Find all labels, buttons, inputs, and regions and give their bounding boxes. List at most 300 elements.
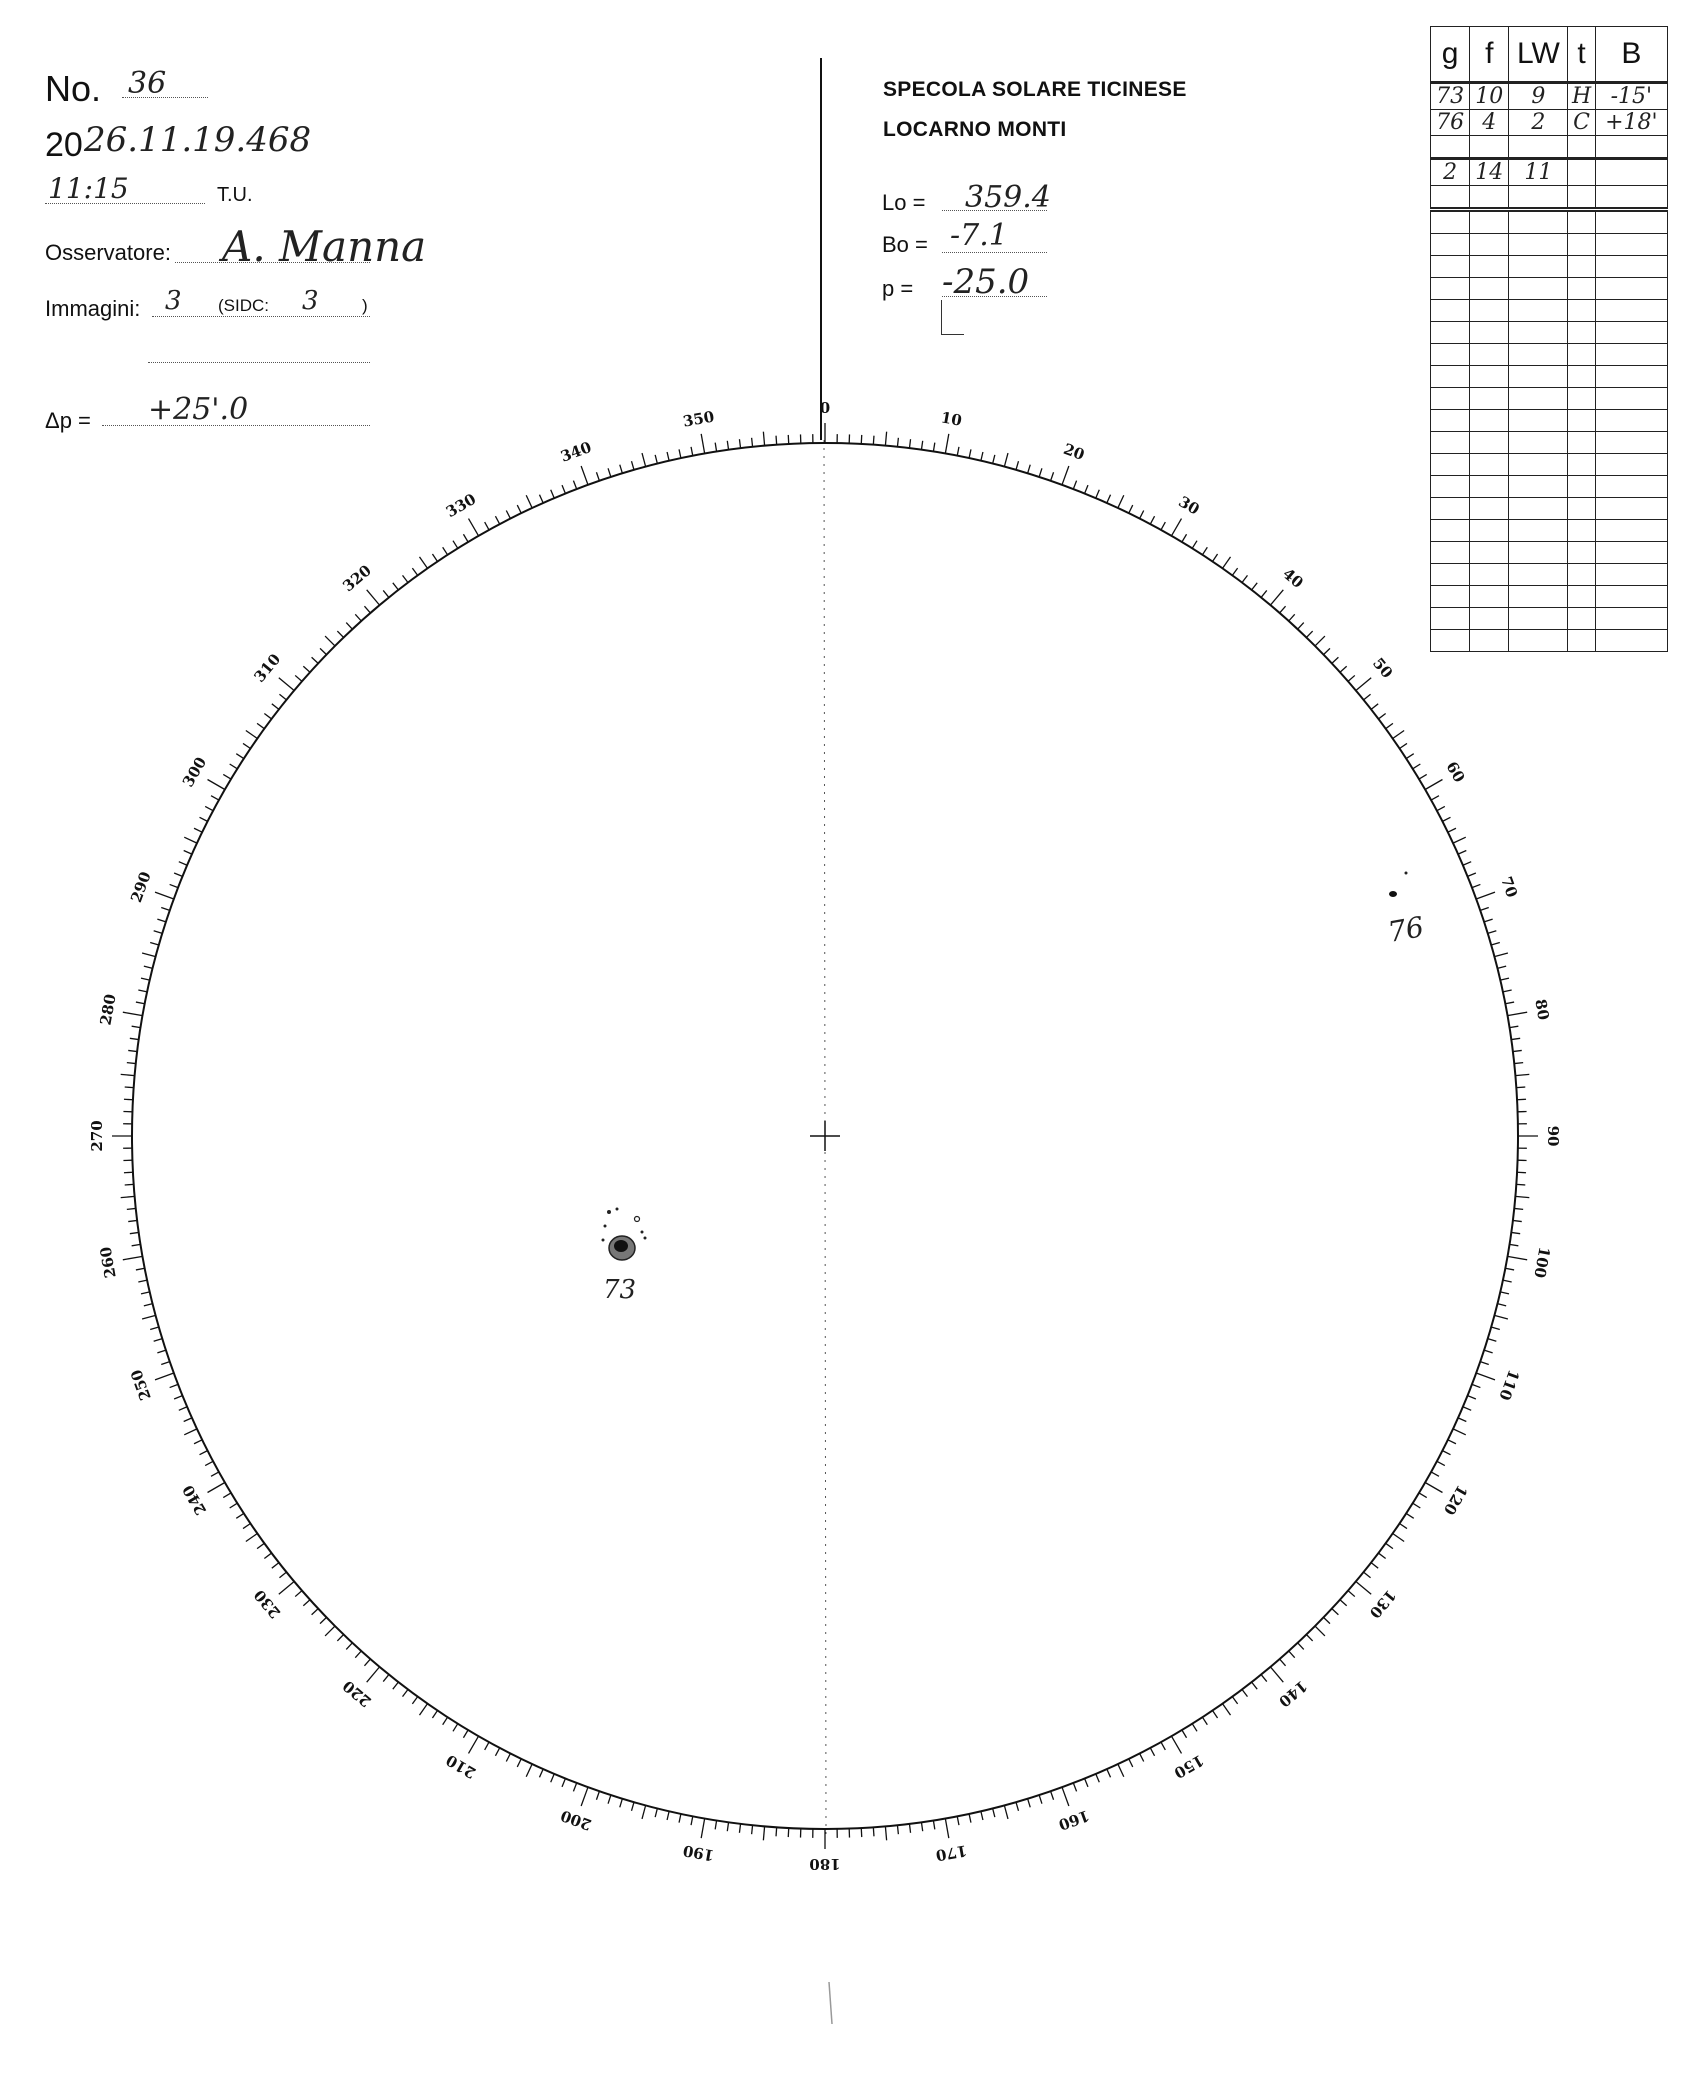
degree-tick bbox=[1073, 1783, 1076, 1791]
degree-tick bbox=[1437, 1461, 1445, 1465]
table-cell[interactable]: H bbox=[1568, 83, 1595, 110]
degree-tick-label: 330 bbox=[442, 489, 480, 522]
degree-tick bbox=[138, 990, 147, 992]
degree-tick bbox=[179, 862, 187, 866]
degree-tick bbox=[526, 1764, 532, 1777]
degree-tick bbox=[1298, 1643, 1304, 1650]
degree-tick bbox=[257, 723, 264, 728]
degree-tick bbox=[136, 1268, 145, 1270]
degree-tick bbox=[1500, 978, 1509, 980]
degree-tick bbox=[1261, 1675, 1267, 1682]
total-lw[interactable]: 11 bbox=[1509, 159, 1568, 186]
degree-tick bbox=[1140, 1753, 1144, 1761]
degree-tick bbox=[272, 1563, 279, 1569]
degree-tick bbox=[655, 455, 657, 464]
degree-tick bbox=[1378, 714, 1385, 719]
degree-tick bbox=[325, 636, 335, 646]
degree-tick bbox=[123, 1012, 143, 1015]
degree-tick bbox=[1503, 990, 1512, 992]
degree-tick bbox=[1161, 522, 1165, 530]
degree-tick bbox=[303, 1600, 310, 1606]
degree-tick bbox=[596, 472, 599, 481]
degree-tick-label: 210 bbox=[442, 1750, 480, 1783]
delta-p-value[interactable]: +25'.0 bbox=[148, 392, 249, 427]
degree-tick bbox=[155, 1373, 174, 1380]
degree-tick bbox=[1085, 1779, 1088, 1787]
degree-tick bbox=[608, 468, 611, 477]
degree-tick bbox=[205, 806, 213, 810]
degree-tick bbox=[337, 631, 343, 637]
degree-tick bbox=[161, 907, 170, 910]
group-label-73: 73 bbox=[603, 1275, 637, 1305]
degree-tick bbox=[495, 516, 499, 524]
degree-tick bbox=[981, 452, 983, 461]
degree-tick bbox=[969, 449, 971, 458]
degree-tick bbox=[701, 434, 704, 454]
degree-tick bbox=[667, 452, 669, 461]
table-cell[interactable]: -15' bbox=[1595, 83, 1667, 110]
time-unit: T.U. bbox=[217, 184, 253, 206]
degree-tick bbox=[1051, 1791, 1054, 1800]
degree-tick bbox=[1150, 1748, 1154, 1756]
degree-tick bbox=[1242, 575, 1247, 582]
degree-tick bbox=[715, 443, 716, 452]
degree-tick bbox=[506, 511, 510, 519]
degree-tick bbox=[125, 1087, 134, 1088]
degree-tick bbox=[1324, 1617, 1330, 1623]
degree-tick bbox=[1364, 1572, 1371, 1578]
degree-tick bbox=[1497, 966, 1506, 968]
degree-tick bbox=[346, 623, 352, 630]
degree-tick bbox=[412, 568, 417, 575]
sunspot-small bbox=[602, 1239, 605, 1242]
sunspot-small bbox=[607, 1210, 611, 1214]
degree-tick bbox=[539, 1769, 543, 1777]
degree-tick-label: 190 bbox=[681, 1841, 716, 1865]
degree-tick bbox=[200, 1451, 208, 1455]
degree-tick bbox=[355, 614, 361, 621]
degree-tick-label: 180 bbox=[809, 1855, 841, 1873]
degree-tick bbox=[208, 1483, 225, 1493]
degree-tick bbox=[463, 534, 468, 542]
degree-tick bbox=[1458, 1418, 1466, 1422]
degree-tick bbox=[1505, 1268, 1514, 1270]
degree-tick bbox=[1161, 1742, 1165, 1750]
degree-tick bbox=[141, 978, 150, 980]
degree-tick bbox=[933, 443, 934, 452]
bo-value[interactable]: -7.1 bbox=[950, 218, 1008, 253]
delta-p-label: Δp = bbox=[45, 408, 91, 433]
degree-tick bbox=[1213, 1711, 1218, 1718]
degree-tick bbox=[1332, 657, 1339, 663]
degree-tick bbox=[1386, 1543, 1393, 1548]
degree-tick bbox=[128, 1050, 137, 1051]
degree-tick-label: 290 bbox=[127, 869, 155, 905]
degree-tick bbox=[1348, 675, 1355, 681]
degree-tick bbox=[1062, 1787, 1069, 1806]
degree-tick bbox=[1140, 511, 1144, 519]
degree-tick bbox=[1425, 1483, 1442, 1493]
degree-tick-label: 70 bbox=[1497, 874, 1522, 900]
degree-tick bbox=[194, 1440, 202, 1444]
degree-tick bbox=[127, 1208, 136, 1209]
degree-tick bbox=[325, 1626, 335, 1636]
degree-tick bbox=[945, 1818, 948, 1838]
degree-tick bbox=[364, 606, 370, 613]
degree-tick bbox=[763, 1826, 764, 1840]
degree-tick bbox=[1406, 754, 1414, 759]
degree-tick-label: 140 bbox=[1275, 1676, 1311, 1711]
degree-tick bbox=[1039, 468, 1042, 477]
degree-tick bbox=[123, 1256, 143, 1259]
degree-tick bbox=[1016, 1802, 1018, 1811]
degree-tick bbox=[1480, 1362, 1489, 1365]
degree-tick-label: 170 bbox=[934, 1841, 969, 1865]
sidc-value[interactable]: 3 bbox=[302, 286, 319, 316]
degree-tick bbox=[403, 1689, 408, 1696]
degree-tick bbox=[776, 436, 777, 445]
degree-tick bbox=[127, 1063, 136, 1064]
degree-tick bbox=[573, 1783, 576, 1791]
degree-tick bbox=[355, 1651, 361, 1658]
degree-tick bbox=[691, 447, 693, 456]
degree-tick bbox=[1442, 1451, 1450, 1455]
degree-tick bbox=[184, 837, 197, 843]
degree-tick bbox=[691, 1816, 693, 1825]
degree-tick bbox=[1085, 485, 1088, 493]
degree-tick bbox=[620, 1799, 623, 1808]
degree-tick bbox=[443, 547, 448, 555]
degree-tick bbox=[727, 441, 728, 450]
degree-tick bbox=[130, 1232, 139, 1233]
degree-tick bbox=[642, 1805, 646, 1819]
degree-tick bbox=[1511, 1232, 1520, 1233]
table-cell[interactable]: 9 bbox=[1509, 83, 1568, 110]
degree-tick bbox=[154, 931, 163, 934]
time-value[interactable]: 11:15 bbox=[48, 172, 129, 205]
degree-tick bbox=[945, 434, 948, 454]
degree-tick bbox=[150, 1327, 159, 1329]
degree-tick bbox=[1232, 1697, 1237, 1704]
degree-tick bbox=[174, 873, 182, 876]
degree-tick bbox=[393, 583, 399, 590]
degree-tick-label: 100 bbox=[1530, 1245, 1554, 1280]
degree-tick bbox=[432, 554, 437, 561]
degree-tick bbox=[1289, 614, 1295, 621]
degree-tick bbox=[303, 666, 310, 672]
degree-tick bbox=[701, 1818, 704, 1838]
degree-tick bbox=[184, 1418, 192, 1422]
table-cell[interactable]: 76 bbox=[1431, 110, 1470, 136]
degree-tick bbox=[1453, 837, 1466, 843]
degree-tick bbox=[921, 1822, 922, 1831]
degree-tick bbox=[1004, 1805, 1008, 1819]
degree-tick bbox=[517, 1759, 521, 1767]
degree-tick bbox=[909, 439, 910, 448]
degree-tick bbox=[1356, 1581, 1371, 1594]
degree-tick bbox=[412, 1697, 417, 1704]
degree-tick bbox=[1096, 1774, 1100, 1782]
degree-tick bbox=[1468, 873, 1476, 876]
degree-tick bbox=[957, 447, 959, 456]
degree-tick bbox=[1503, 1280, 1512, 1282]
degree-tick bbox=[246, 730, 257, 738]
degree-tick bbox=[763, 432, 764, 446]
degree-tick bbox=[1463, 862, 1471, 866]
degree-tick bbox=[279, 694, 286, 700]
degree-tick bbox=[142, 953, 156, 957]
degree-tick bbox=[1476, 892, 1495, 899]
degree-tick bbox=[1192, 1724, 1197, 1732]
degree-tick bbox=[1472, 884, 1480, 887]
degree-tick-label: 60 bbox=[1442, 758, 1469, 786]
degree-tick bbox=[128, 1220, 137, 1221]
degree-tick bbox=[469, 1736, 479, 1753]
degree-tick bbox=[1406, 1513, 1414, 1518]
degree-tick bbox=[223, 774, 231, 779]
total-spots[interactable]: 14 bbox=[1470, 159, 1509, 186]
degree-tick bbox=[419, 557, 427, 568]
sunspot-small bbox=[604, 1225, 607, 1228]
degree-tick bbox=[279, 678, 294, 691]
degree-tick bbox=[223, 1493, 231, 1498]
degree-tick bbox=[279, 1581, 294, 1594]
degree-tick bbox=[1425, 780, 1442, 790]
degree-tick bbox=[141, 1292, 150, 1294]
degree-tick bbox=[562, 1779, 565, 1787]
col-lw-header: LW bbox=[1509, 27, 1568, 83]
degree-tick bbox=[383, 1675, 389, 1682]
degree-tick bbox=[1340, 1600, 1347, 1606]
degree-tick bbox=[969, 1814, 971, 1823]
degree-tick bbox=[184, 1429, 197, 1435]
degree-tick bbox=[1213, 554, 1218, 561]
degree-tick bbox=[727, 1822, 728, 1831]
lo-value[interactable]: 359.4 bbox=[965, 180, 1051, 215]
degree-tick bbox=[1202, 1717, 1207, 1725]
total-groups[interactable]: 2 bbox=[1431, 159, 1470, 186]
degree-tick bbox=[921, 441, 922, 450]
date-prefix: 20 bbox=[45, 126, 83, 164]
degree-tick bbox=[1371, 704, 1378, 710]
degree-tick bbox=[1442, 817, 1450, 821]
degree-tick bbox=[1028, 1799, 1031, 1808]
degree-tick bbox=[132, 1026, 141, 1027]
degree-tick bbox=[1468, 1396, 1476, 1399]
degree-tick bbox=[1306, 631, 1312, 637]
degree-tick bbox=[208, 780, 225, 790]
degree-tick bbox=[1491, 943, 1500, 945]
sunspot-small bbox=[635, 1217, 640, 1222]
degree-tick bbox=[1431, 1472, 1439, 1476]
sunspot-small bbox=[1389, 891, 1397, 897]
degree-tick bbox=[752, 1825, 753, 1834]
degree-tick bbox=[1348, 1591, 1355, 1597]
degree-tick bbox=[1494, 1315, 1508, 1319]
degree-tick bbox=[1507, 1256, 1527, 1259]
degree-tick bbox=[1488, 931, 1497, 934]
degree-tick bbox=[1222, 1704, 1230, 1715]
images-value[interactable]: 3 bbox=[165, 286, 182, 316]
degree-tick bbox=[885, 1826, 886, 1840]
degree-tick bbox=[551, 1774, 555, 1782]
group-label-76: 76 bbox=[1385, 910, 1427, 949]
observer-value[interactable]: A. Manna bbox=[222, 222, 427, 271]
degree-tick bbox=[1192, 541, 1197, 549]
degree-tick bbox=[1270, 590, 1283, 605]
degree-tick bbox=[715, 1820, 716, 1829]
degree-tick bbox=[364, 1659, 370, 1666]
scan-mark bbox=[829, 1982, 832, 2024]
degree-tick bbox=[230, 764, 238, 769]
degree-tick bbox=[1516, 1087, 1525, 1088]
degree-tick bbox=[174, 1396, 182, 1399]
degree-tick bbox=[1182, 1730, 1187, 1738]
sunspot-group-76[interactable] bbox=[1385, 872, 1426, 949]
degree-tick bbox=[1437, 806, 1445, 810]
degree-tick bbox=[453, 1724, 458, 1732]
degree-tick-label: 350 bbox=[681, 407, 716, 431]
degree-tick bbox=[632, 461, 634, 470]
degree-tick bbox=[551, 490, 555, 498]
date-value[interactable]: 26.11.19.468 bbox=[84, 120, 312, 160]
degree-tick bbox=[1393, 730, 1404, 738]
table-cell[interactable]: 4 bbox=[1470, 110, 1509, 136]
degree-tick-label: 20 bbox=[1061, 439, 1087, 464]
degree-tick bbox=[581, 466, 588, 485]
degree-tick bbox=[1172, 1736, 1182, 1753]
degree-tick bbox=[154, 1339, 163, 1342]
degree-tick bbox=[679, 1814, 681, 1823]
degree-tick bbox=[526, 495, 532, 508]
degree-tick-label: 30 bbox=[1175, 492, 1203, 519]
degree-tick bbox=[1202, 547, 1207, 555]
degree-tick bbox=[150, 943, 159, 945]
degree-tick bbox=[1400, 1524, 1407, 1529]
degree-tick bbox=[1472, 1384, 1480, 1387]
col-b-header: B bbox=[1595, 27, 1667, 83]
degree-tick bbox=[1484, 1350, 1493, 1353]
degree-tick bbox=[1261, 590, 1267, 597]
degree-tick bbox=[1222, 557, 1230, 568]
table-cell[interactable]: C bbox=[1568, 110, 1595, 136]
degree-tick bbox=[403, 575, 408, 582]
degree-tick bbox=[1491, 1327, 1500, 1329]
degree-tick bbox=[1488, 1339, 1497, 1342]
degree-tick bbox=[243, 743, 250, 748]
degree-tick bbox=[121, 1074, 135, 1075]
degree-tick bbox=[142, 1315, 156, 1319]
degree-tick bbox=[211, 796, 219, 800]
degree-tick bbox=[1431, 796, 1439, 800]
degree-tick-label: 40 bbox=[1279, 564, 1307, 592]
degree-tick bbox=[933, 1820, 934, 1829]
degree-tick bbox=[667, 1811, 669, 1820]
degree-tick bbox=[679, 449, 681, 458]
degree-tick bbox=[1453, 1429, 1466, 1435]
degree-tick bbox=[194, 828, 202, 832]
degree-tick bbox=[573, 481, 576, 489]
degree-tick bbox=[125, 1184, 134, 1185]
p-value[interactable]: -25.0 bbox=[942, 262, 1030, 302]
table-cell[interactable]: +18' bbox=[1595, 110, 1667, 136]
degree-tick bbox=[909, 1824, 910, 1833]
degree-tick bbox=[1051, 472, 1054, 481]
degree-tick bbox=[1315, 636, 1325, 646]
degree-tick-label: 220 bbox=[339, 1676, 375, 1711]
degree-tick bbox=[383, 590, 389, 597]
degree-tick bbox=[1514, 1208, 1523, 1209]
degree-tick bbox=[1419, 774, 1427, 779]
institution-line1: SPECOLA SOLARE TICINESE bbox=[883, 78, 1187, 101]
degree-tick bbox=[596, 1791, 599, 1800]
degree-tick bbox=[432, 1711, 437, 1718]
images-label: Immagini: bbox=[45, 296, 141, 321]
degree-tick bbox=[1494, 953, 1508, 957]
degree-tick bbox=[312, 1609, 319, 1615]
degree-tick bbox=[1182, 534, 1187, 542]
sunspot-group-73[interactable] bbox=[602, 1208, 647, 1306]
degree-tick-label: 0 bbox=[819, 399, 831, 417]
degree-tick bbox=[295, 1591, 302, 1597]
degree-tick bbox=[1393, 1533, 1404, 1541]
degree-tick bbox=[581, 1787, 588, 1806]
degree-tick bbox=[1129, 505, 1133, 513]
degree-tick bbox=[279, 1572, 286, 1578]
degree-tick bbox=[1340, 666, 1347, 672]
degree-tick bbox=[1280, 1659, 1286, 1666]
degree-tick bbox=[1016, 461, 1018, 470]
degree-tick bbox=[506, 1753, 510, 1761]
sunspot-small bbox=[644, 1237, 647, 1240]
degree-tick bbox=[320, 648, 326, 654]
center-cross bbox=[810, 1121, 840, 1151]
degree-tick-label: 200 bbox=[558, 1806, 594, 1834]
degree-tick bbox=[1118, 495, 1124, 508]
degree-tick bbox=[1280, 606, 1286, 613]
table-cell[interactable]: 73 bbox=[1431, 83, 1470, 110]
degree-tick bbox=[1332, 1609, 1339, 1615]
table-cell[interactable]: 10 bbox=[1470, 83, 1509, 110]
degree-tick bbox=[155, 892, 174, 899]
degree-tick bbox=[739, 439, 740, 448]
degree-tick-label: 50 bbox=[1369, 654, 1397, 682]
col-g-header: g bbox=[1431, 27, 1470, 83]
degree-tick bbox=[1073, 481, 1076, 489]
degree-tick bbox=[211, 1472, 219, 1476]
sunspot-small bbox=[641, 1231, 644, 1234]
degree-tick bbox=[1324, 648, 1330, 654]
degree-tick bbox=[1356, 678, 1371, 691]
degree-tick bbox=[1270, 1667, 1283, 1682]
degree-tick bbox=[1476, 1373, 1495, 1380]
table-cell[interactable]: 2 bbox=[1509, 110, 1568, 136]
degree-tick bbox=[272, 704, 279, 710]
degree-tick bbox=[1413, 764, 1421, 769]
degree-tick bbox=[1505, 1002, 1514, 1004]
degree-tick bbox=[295, 675, 302, 681]
degree-tick bbox=[246, 1533, 257, 1541]
degree-tick bbox=[1096, 490, 1100, 498]
degree-tick bbox=[1004, 453, 1008, 467]
degree-tick bbox=[1118, 1764, 1124, 1777]
degree-tick bbox=[1107, 1769, 1111, 1777]
degree-tick bbox=[144, 966, 153, 968]
degree-tick bbox=[1515, 1196, 1529, 1197]
degree-tick bbox=[739, 1824, 740, 1833]
degree-tick bbox=[1039, 1795, 1042, 1804]
degree-tick bbox=[1386, 723, 1393, 728]
